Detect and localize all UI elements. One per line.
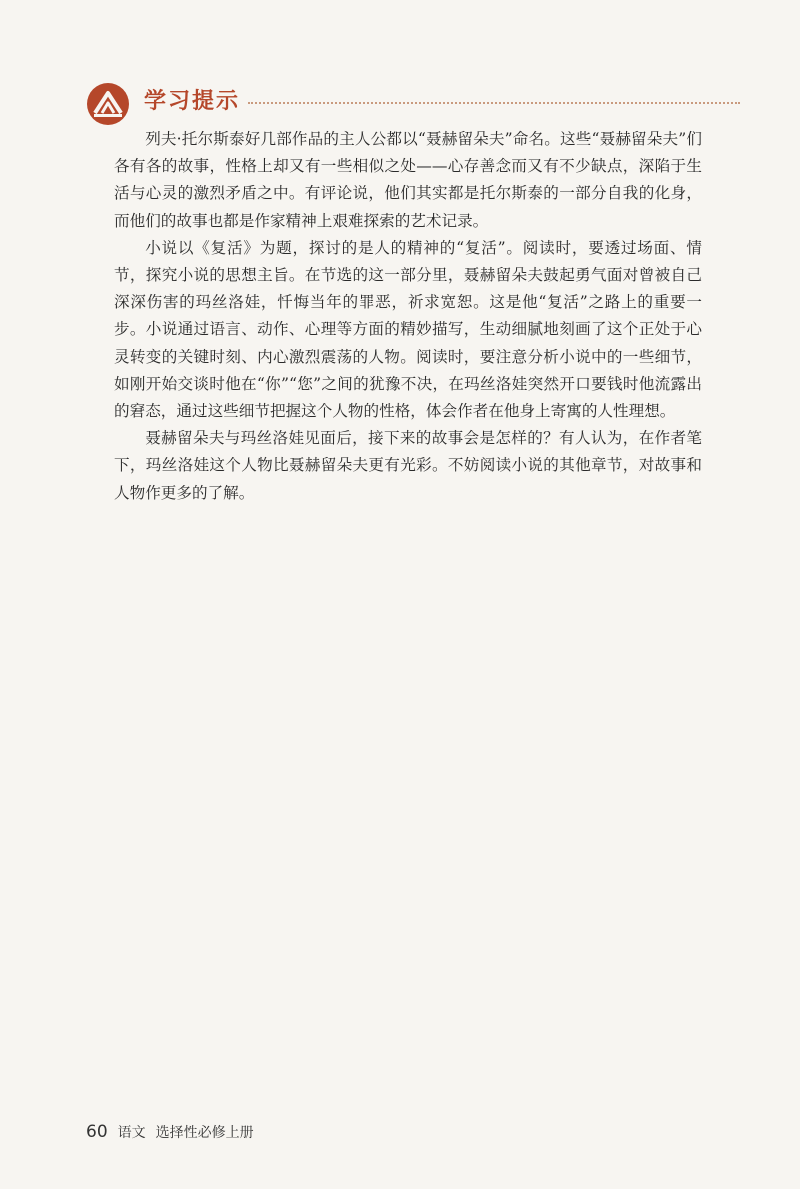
lightbulb-tips-icon [86, 82, 130, 126]
book-subject: 语文 [117, 1125, 146, 1141]
paragraph-3: 聂赫留朵夫与玛丝洛娃见面后，接下来的故事会是怎样的？有人认为，在作者笔下，玛丝洛娃这个人物比聂赫留朵夫更有光彩。不妨阅读小说的其他章节，对故事和人物作更多的了解。 [114, 429, 702, 502]
page-footer [86, 1120, 254, 1144]
section-header [86, 82, 740, 126]
body-text [114, 126, 702, 507]
paragraph-1: 列夫·托尔斯泰好几部作品的主人公都以“聂赫留朵夫”命名。这些“聂赫留朵夫”们各有各的故事，性格上却又有一些相似之处——心存善念而又有不少缺点，深陷于生活与心灵的激烈矛盾之中。有评论说，他们其实都是托尔斯泰的一部分自我的化身，而他们的故事也都是作家精神上艰难探索的艺术记录。 [114, 130, 702, 230]
page-number: 60 [86, 1122, 108, 1142]
book-volume: 选择性必修上册 [155, 1125, 254, 1141]
section-title: 学习提示 [144, 89, 241, 114]
paragraph-2: 小说以《复活》为题，探讨的是人的精神的“复活”。阅读时，要透过场面、情节，探究小说的思想主旨。在节选的这一部分里，聂赫留朵夫鼓起勇气面对曾被自己深深伤害的玛丝洛娃，忏悔当年的罪恶，祈求宽恕。这是他“复活”之路上的重要一步。小说通过语言、动作、心理等方面的精妙描写，生动细腻地刻画了这个正处于心灵转变的关键时刻、内心激烈震荡的人物。阅读时，要注意分析小说中的一些细节，如刚开始交谈时他在“你”“您”之间的犹豫不决，在玛丝洛娃突然开口要钱时他流露出的窘态，通过这些细节把握这个人物的性格，体会作者在他身上寄寓的人性理想。 [114, 238, 702, 421]
dotted-divider [248, 102, 740, 104]
